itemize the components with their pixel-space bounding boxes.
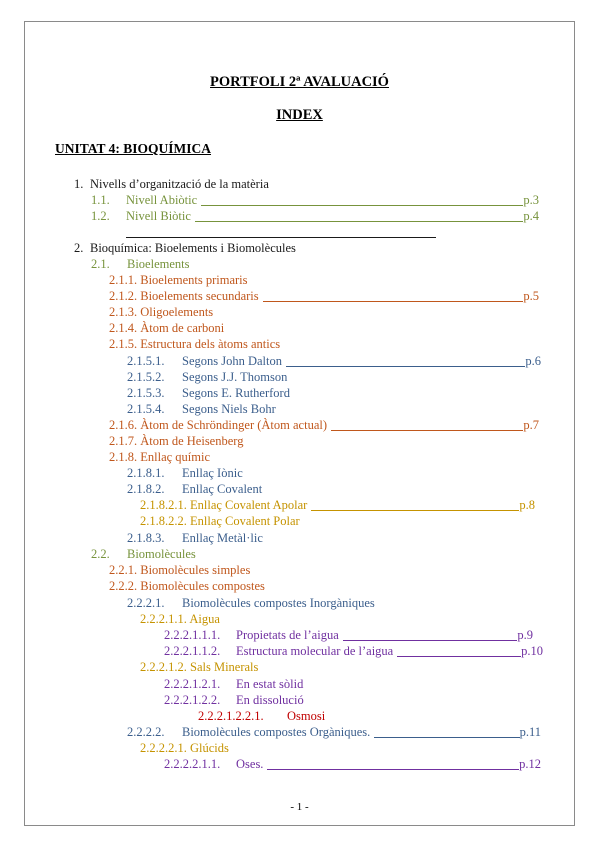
toc-entry-number: 2.1.5.1. <box>127 354 165 368</box>
toc-entry-text: Aigua <box>189 612 220 626</box>
toc-entry-number: 2.1.1. <box>109 273 138 287</box>
unit-heading: UNITAT 4: BIOQUÍMICA <box>55 141 212 156</box>
toc-entry-number: 2.2. <box>91 547 110 561</box>
toc-entry-number: 1.1. <box>91 193 110 207</box>
toc-entry <box>140 612 220 626</box>
toc-entry-text: Nivells d’organització de la matèria <box>90 177 269 191</box>
toc-page-number: p.4 <box>523 209 539 223</box>
toc-entry-number: 1. <box>74 177 84 191</box>
toc-entry-number: 2.1.8.3. <box>127 531 165 545</box>
document-title: PORTFOLI 2ª AVALUACIÓ <box>210 74 389 90</box>
toc-leader-line <box>286 366 525 367</box>
toc-entry-text: Enllaç Covalent <box>182 482 263 496</box>
toc-entry <box>140 514 300 528</box>
toc-entry-number: 2.2.2.1.2. <box>140 660 187 674</box>
toc-entry-text: Biomolècules compostes Inorgàniques <box>182 596 375 610</box>
toc-entry-number: 2.1.8.2. <box>127 482 165 496</box>
toc-entry-text: Bioquímica: Bioelements i Biomolècules <box>90 241 296 255</box>
toc-page-number: p.3 <box>523 193 539 207</box>
toc-entry-text: Estructura dels àtoms antics <box>140 337 281 351</box>
toc-leader-line <box>263 301 524 302</box>
toc-page-number: p.12 <box>519 757 541 771</box>
toc-leader-line <box>311 510 519 511</box>
toc-entry-number: 2.2.2.1.1.2. <box>164 644 221 658</box>
toc-entry-text: Enllaç Metàl·lic <box>182 531 263 545</box>
toc-entry <box>109 305 213 319</box>
toc-entry <box>140 660 258 674</box>
toc-entry-number: 2.2.2.1.2.1. <box>164 677 221 691</box>
toc-entry-text: Biomolècules compostes <box>140 579 265 593</box>
toc-entry-text: Enllaç químic <box>140 450 211 464</box>
toc-entry-text: Bioelements <box>127 257 190 271</box>
toc-leader-line <box>195 221 523 222</box>
toc-entry-number: 2.1.8.2.2. <box>140 514 187 528</box>
toc-entry-number: 2.1.5.2. <box>127 370 165 384</box>
toc-entry-text: Àtom de Heisenberg <box>140 434 244 448</box>
toc-entry-number: 2.1.5.4. <box>127 402 165 416</box>
separator-line <box>126 237 436 238</box>
toc-entry-number: 2.1.3. <box>109 305 138 319</box>
toc-entry <box>140 498 307 512</box>
toc-entry-number: 2.2.2.1. <box>127 596 165 610</box>
toc-entry-text: Segons E. Rutherford <box>182 386 290 400</box>
toc-entry-number: 2.2.2.2.1. <box>140 741 187 755</box>
toc-page-number: p.6 <box>525 354 541 368</box>
toc-entry-text: Nivell Abiòtic <box>126 193 198 207</box>
toc-entry-number: 2.1. <box>91 257 110 271</box>
toc-entry-text: Nivell Biòtic <box>126 209 191 223</box>
toc-entry-number: 2.1.5. <box>109 337 138 351</box>
toc-entry-number: 2.2.2.1.2.2.1. <box>198 709 264 723</box>
toc-entry-number: 2.1.5.3. <box>127 386 165 400</box>
toc-page-number: p.5 <box>523 289 539 303</box>
toc-entry-text: Àtom de carboni <box>140 321 225 335</box>
toc-page-number: p.8 <box>519 498 535 512</box>
toc-entry-number: 2.2.2.2. <box>127 725 165 739</box>
toc-entry-text: Biomolècules compostes Orgàniques. <box>182 725 371 739</box>
toc-entry <box>109 418 327 432</box>
toc-entry-number: 2.2.2.1.2.2. <box>164 693 221 707</box>
toc-page-number: p.7 <box>523 418 539 432</box>
toc-entry-number: 2.2.2.1.1.1. <box>164 628 221 642</box>
toc-entry <box>109 434 243 448</box>
toc-entry <box>109 450 210 464</box>
toc-entry-text: Segons Niels Bohr <box>182 402 276 416</box>
index-heading: INDEX <box>276 107 323 123</box>
toc-entry-text: Enllaç Iònic <box>182 466 243 480</box>
toc-entry-text: Segons J.J. Thomson <box>182 370 288 384</box>
toc-leader-line <box>201 205 523 206</box>
toc-entry-number: 2.1.2. <box>109 289 138 303</box>
toc-entry-text: Enllaç Covalent Polar <box>190 514 300 528</box>
toc-entry-number: 1.2. <box>91 209 110 223</box>
toc-entry-number: 2.2.1. <box>109 563 138 577</box>
toc-entry-number: 2. <box>74 241 84 255</box>
toc-entry-text: Àtom de Schröndinger (Àtom actual) <box>140 418 328 432</box>
toc-entry-text: Propietats de l’aigua <box>236 628 339 642</box>
toc-entry-text: Estructura molecular de l’aigua <box>236 644 394 658</box>
toc-entry <box>109 273 248 287</box>
toc-entry <box>109 579 265 593</box>
toc-entry <box>109 337 280 351</box>
toc-entry-text: Sals Minerals <box>190 660 259 674</box>
toc-entry-text: Enllaç Covalent Apolar <box>190 498 308 512</box>
toc-entry-text: En estat sòlid <box>236 677 304 691</box>
toc-entry-number: 2.1.8.1. <box>127 466 165 480</box>
toc-entry-number: 2.2.2.2.1.1. <box>164 757 221 771</box>
toc-page-number: p.10 <box>521 644 543 658</box>
toc-entry-number: 2.1.8. <box>109 450 138 464</box>
toc-entry-number: 2.1.4. <box>109 321 138 335</box>
toc-entry-text: Segons John Dalton <box>182 354 282 368</box>
toc-entry-text: Bioelements secundaris <box>140 289 259 303</box>
toc-page-number: p.11 <box>519 725 541 739</box>
toc-entry-number: 2.1.6. <box>109 418 138 432</box>
toc-entry-text: En dissolució <box>236 693 304 707</box>
toc-entry-number: 2.1.7. <box>109 434 138 448</box>
toc-leader-line <box>374 737 519 738</box>
toc-leader-line <box>343 640 518 641</box>
page-number: - 1 - <box>290 801 309 813</box>
toc-entry <box>109 289 259 303</box>
toc-entry-text: Biomolècules <box>127 547 196 561</box>
toc-entry-number: 2.1.8.2.1. <box>140 498 187 512</box>
toc-leader-line <box>267 769 519 770</box>
toc-entry <box>109 321 224 335</box>
toc-page-number: p.9 <box>517 628 533 642</box>
toc-entry-text: Glúcids <box>190 741 229 755</box>
toc-entry <box>109 563 250 577</box>
toc-entry-number: 2.2.2.1.1. <box>140 612 187 626</box>
toc-entry <box>140 741 229 755</box>
toc-entry-text: Osmosi <box>287 709 326 723</box>
toc-entry-text: Biomolècules simples <box>140 563 251 577</box>
toc-leader-line <box>331 430 523 431</box>
toc-entry-text: Bioelements primaris <box>140 273 248 287</box>
toc-entry-text: Oligoelements <box>140 305 214 319</box>
toc-leader-line <box>397 656 521 657</box>
toc-entry-number: 2.2.2. <box>109 579 138 593</box>
toc-entry-text: Oses. <box>236 757 264 771</box>
